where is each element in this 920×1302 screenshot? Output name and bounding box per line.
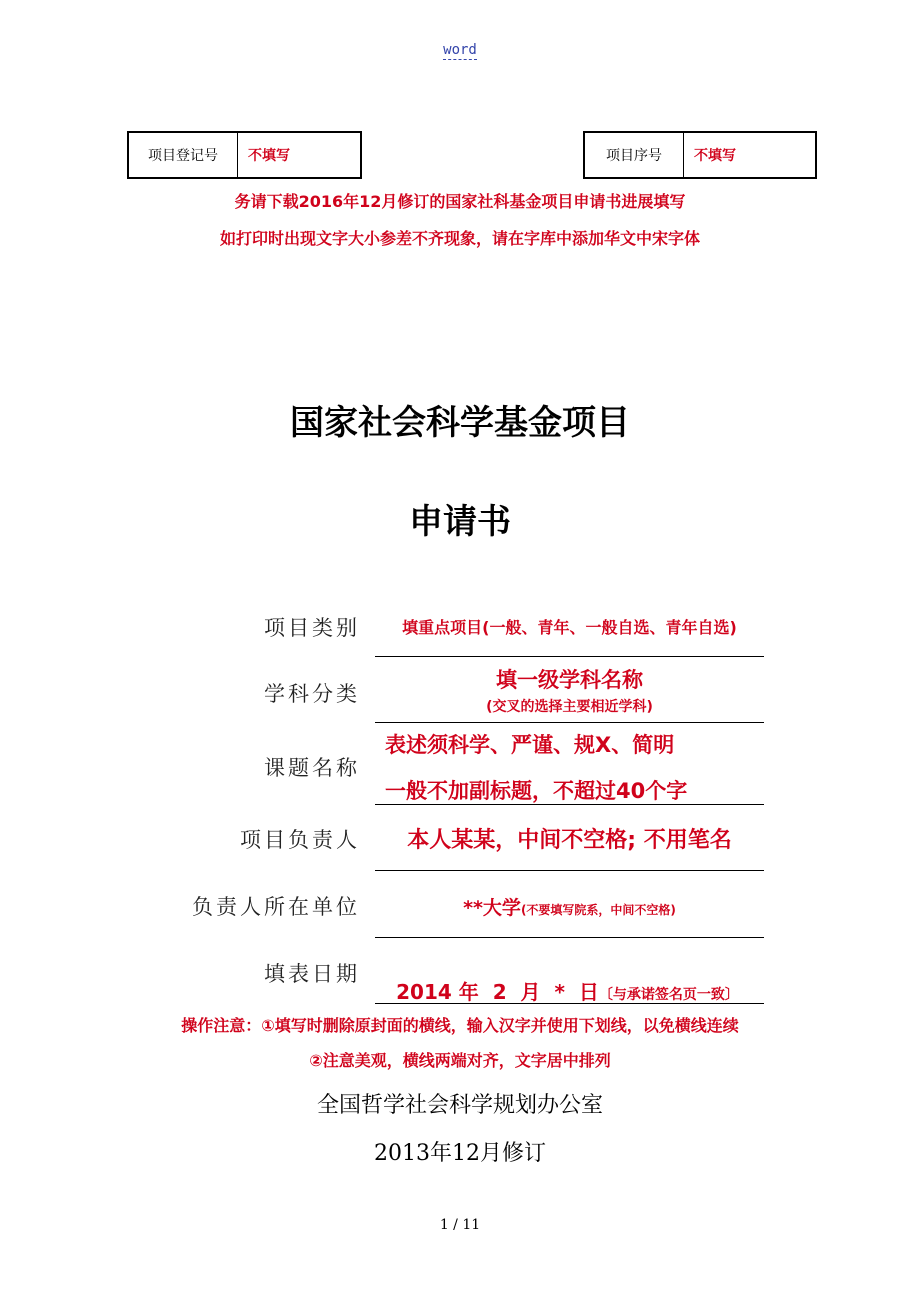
discipline-note: (交叉的选择主要相近学科) [486,699,653,715]
unit-label: 负责人所在单位 [192,895,360,919]
leader-label: 项目负责人 [240,828,360,852]
date-value-wrap [375,957,764,1005]
topic-label: 课题名称 [264,756,360,780]
unit-underline [375,937,764,938]
date-note: 〔与承诺签名页一致〕 [598,987,739,1003]
unit-note: (不要填写院系，中间不空格) [520,903,676,917]
operation-note-1: 操作注意：①填写时删除原封面的横线，输入汉字并使用下划线，以免横线连续 [181,1016,739,1035]
discipline-value: 填一级学科名称 [496,668,643,692]
registration-number-label: 项目登记号 [129,133,238,177]
date-underline [375,1003,764,1004]
serial-number-value: 不填写 [694,148,736,164]
leader-value: 本人某某，中间不空格; 不用笔名 [407,828,732,853]
discipline-label: 学科分类 [264,682,360,706]
leader-underline [375,870,764,871]
download-notice: 务请下载2016年12月修订的国家社科基金项目申请书进展填写 [234,192,686,211]
document-header [0,42,920,58]
office-name: 全国哲学社会科学规划办公室 [316,1093,603,1118]
document-subtitle: 申请书 [409,502,511,542]
operation-note-2: ②注意美观，横线两端对齐，文字居中排列 [309,1051,611,1070]
header-word-text: word [443,42,477,58]
unit-value: **大学 [463,897,521,919]
unit-value-wrap [375,893,764,920]
category-value: 填重点项目(一般、青年、一般自选、青年自选) [402,618,737,637]
date-label: 填表日期 [264,962,360,986]
topic-value-line2: 一般不加副标题，不超过40个字 [385,779,688,803]
date-value: 2014 年 2 月 * 日 [396,980,599,1004]
registration-number-value: 不填写 [248,148,290,164]
topic-value-line1: 表述须科学、严谨、规X、简明 [385,733,675,757]
revision-date: 2013年12月修订 [374,1141,546,1166]
serial-number-box [583,131,817,179]
category-label: 项目类别 [264,616,360,640]
topic-underline [375,804,764,805]
font-notice: 如打印时出现文字大小参差不齐现象，请在字库中添加华文中宋字体 [219,229,700,248]
document-title: 国家社会科学基金项目 [290,403,630,443]
serial-number-label: 项目序号 [585,133,684,177]
page-number: 1 / 11 [439,1217,481,1233]
registration-number-box [127,131,362,179]
discipline-underline [375,722,764,723]
category-underline [375,656,764,657]
